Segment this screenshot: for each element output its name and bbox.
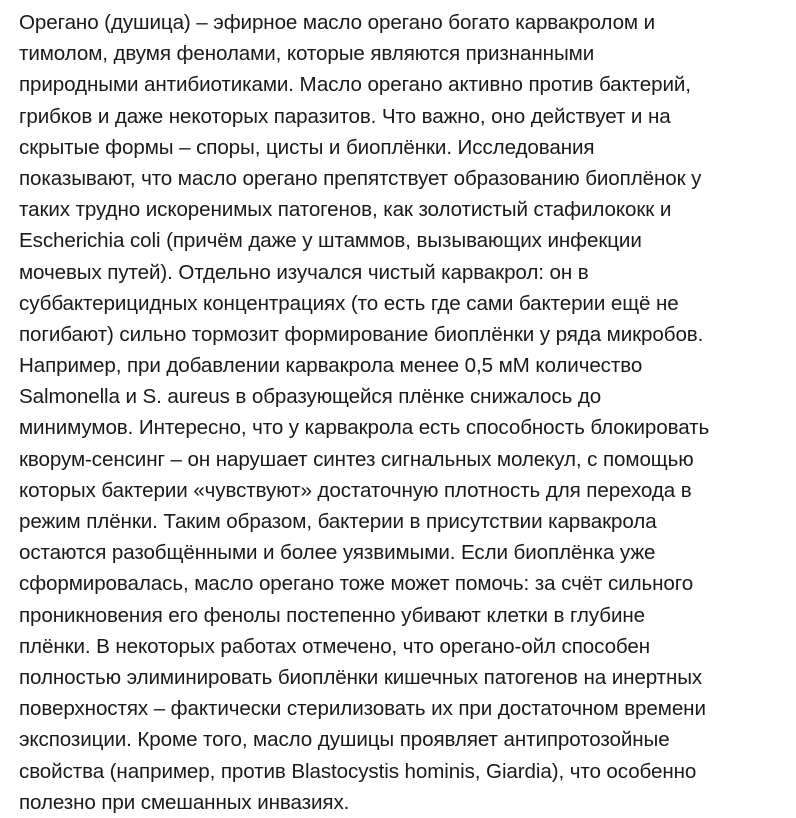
text-line: таких трудно искоренимых патогенов, как золотистый стафилококк и (19, 198, 672, 222)
text-line: поверхностях – фактически стерилизовать их при достаточном времени (19, 697, 706, 721)
text-line: показывают, что масло орегано препятствует образованию биоплёнок у (19, 166, 702, 190)
text-line: сформировалась, масло орегано тоже может помочь: за счёт сильного (19, 572, 694, 596)
text-line: суббактерицидных концентрациях (то есть где сами бактерии ещё не (19, 291, 679, 315)
text-line: экспозиции. Кроме того, масло душицы проявляет антипротозойные (19, 728, 670, 752)
text-line: природными антибиотиками. Масло орегано активно против бактерий, (19, 73, 691, 97)
text-line: минимумов. Интересно, что у карвакрола есть способность блокировать (19, 416, 710, 440)
article-text (19, 7, 789, 818)
text-line: проникновения его фенолы постепенно убивают клетки в глубине (19, 603, 645, 627)
text-line: полностью элиминировать биоплёнки кишечных патогенов на инертных (19, 665, 703, 689)
text-line: тимолом, двумя фенолами, которые являются признанными (19, 42, 595, 66)
text-line: режим плёнки. Таким образом, бактерии в присутствии карвакрола (19, 510, 657, 533)
text-line: грибков и даже некоторых паразитов. Что важно, оно действует и на (19, 104, 671, 128)
text-line: Например, при добавлении карвакрола менее 0,5 мМ количество (19, 354, 643, 378)
text-line: погибают) сильно тормозит формирование биоплёнки у ряда микробов. (19, 322, 704, 346)
text-line: Salmonella и S. aureus в образующейся плёнке снижалось до (19, 385, 602, 409)
text-line: остаются разобщёнными и более уязвимыми. Если биоплёнка уже (19, 541, 656, 565)
text-line: кворум-сенсинг – он нарушает синтез сигнальных молекул, с помощью (19, 447, 694, 471)
text-line: мочевых путей). Отдельно изучался чистый карвакрол: он в (19, 260, 589, 284)
text-line: полезно при смешанных инвазиях. (19, 790, 350, 814)
text-line: которых бактерии «чувствуют» достаточную плотность для перехода в (19, 478, 692, 502)
text-line: Escherichia coli (причём даже у штаммов, вызывающих инфекции (19, 229, 642, 253)
text-line: Орегано (душица) – эфирное масло орегано богато карвакролом и (19, 11, 656, 34)
text-line: плёнки. В некоторых работах отмечено, что орегано-ойл способен (19, 634, 651, 658)
text-line: свойства (например, против Blastocystis hominis, Giardia), что особенно (19, 759, 697, 783)
text-line: скрытые формы – споры, цисты и биоплёнки. Исследования (19, 135, 595, 159)
